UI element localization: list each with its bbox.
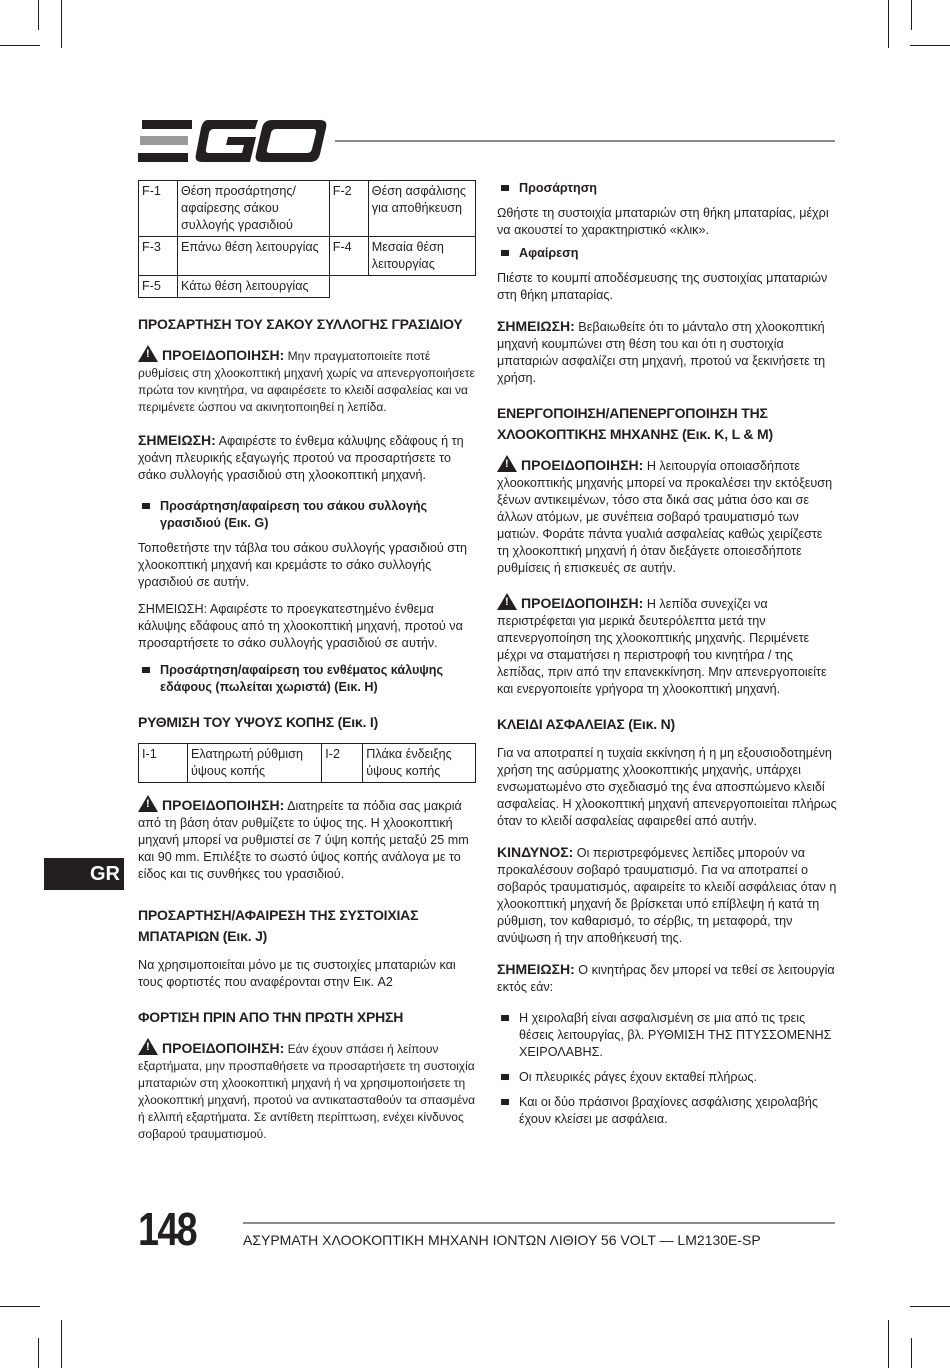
note-text: Αφαιρέστε το ένθεμα κάλυψης εδάφους ή τη χοάνη πλευρικής εξαγωγής προτού να προσαρτήσετε το σάκο συλλογής γρασιδιού στη χλοοκοπτική μηχανή. — [138, 434, 464, 482]
crop-mark — [910, 1306, 950, 1307]
warning-label: ΠΡΟΕΙΔΟΠΟΙΗΣΗ: — [521, 595, 644, 611]
section-title: ΡΥΘΜΙΣΗ ΤΟΥ ΥΨΟΥΣ ΚΟΠΗΣ (Εικ. I) — [138, 714, 379, 730]
bullet-text: Προσάρτηση/αφαίρεση του ενθέματος κάλυψης εδάφους (πωλείται χωριστά) (Εικ. H) — [160, 663, 444, 694]
crop-mark — [38, 1338, 39, 1368]
danger-paragraph — [497, 844, 837, 947]
condition-list — [497, 1010, 837, 1128]
list-item — [497, 1094, 837, 1128]
footer-rule — [243, 1222, 835, 1224]
part-code: I-2 — [322, 744, 363, 783]
crop-mark — [910, 45, 950, 46]
note-label: ΣΗΜΕΙΩΣΗ: — [138, 432, 216, 448]
bullet-square-icon — [501, 1015, 509, 1021]
bullet-square-icon — [142, 667, 150, 673]
warning-paragraph — [138, 795, 478, 883]
bullet-text: Προσάρτηση/αφαίρεση του σάκου συλλογής γρασιδιού (Εικ. G) — [160, 499, 428, 530]
warning-icon — [497, 455, 517, 472]
crop-mark — [911, 1338, 912, 1368]
paragraph: Για να αποτραπεί η τυχαία εκκίνηση ή η μη εξουσιοδοτημένη χρήση της ασύρματης χλοοκοπτικής μηχανής, υπάρχει ενσωματωμένο στο σχεδιασμό της ένα αποσπώμενο κλειδί ασφαλείας. Η χλοοκοπτική μηχανή απενεργοποιείται πλήρως όταν το κλειδί ασφαλείας αφαιρεθεί από αυτήν. — [497, 746, 837, 828]
warning-text: Η λεπίδα συνεχίζει να περιστρέφεται για μερικά δευτερόλεπτα μετά την απενεργοποίηση της χλοοκοπτικής μηχανής. Περιμένετε μέχρι να σταματήσει η περιστροφή του κινητήρα / της λεπίδας, πριν από την επανεκκίνηση. Μην απενεργοποιείτε και ενεργοποιείτε γρήγορα τη χλοοκοπτική μηχανή. — [497, 597, 827, 696]
crop-mark — [61, 1320, 62, 1368]
part-code: F-3 — [139, 237, 178, 276]
note-text: Ο κινητήρας δεν μπορεί να τεθεί σε λειτουργία εκτός εάν: — [497, 963, 835, 994]
section-title: ΠΡΟΣΑΡΤΗΣΗ ΤΟΥ ΣΑΚΟΥ ΣΥΛΛΟΓΗΣ ΓΡΑΣΙΔΙΟΥ — [138, 316, 463, 332]
note-label: ΣΗΜΕΙΩΣΗ: — [497, 961, 575, 977]
bullet-item — [497, 245, 837, 262]
warning-text: Η λειτουργία οποιασδήποτε χλοοκοπτικής μηχανής μπορεί να προκαλέσει την εκτόξευση ξένων αντικειμένων, τόσο στα δικά σας μάτια όσο και σε άλλων ατόμων, με συνέπεια σοβαρό τραυματισμό των ματιών. Φοράτε πάντα γυαλιά ασφαλείας καθώς χειρίζεστε τη χλοοκοπτική μηχανή ή όταν διεξάγετε οποιεσδήποτε ρυθμίσεις ή επισκευές σε αυτήν. — [497, 459, 833, 575]
warning-paragraph — [138, 345, 478, 416]
list-item — [497, 1010, 837, 1061]
part-description: Ελατηρωτή ρύθμιση ύψους κοπής — [188, 744, 322, 783]
bullet-square-icon — [501, 250, 509, 256]
warning-paragraph — [138, 1038, 478, 1143]
note-paragraph — [497, 961, 837, 996]
right-column — [497, 180, 837, 1134]
part-description: Θέση ασφάλισης για αποθήκευση — [368, 181, 475, 237]
danger-label: ΚΙΝΔΥΝΟΣ: — [497, 844, 574, 860]
bullet-item — [138, 498, 478, 532]
left-column — [138, 180, 478, 1153]
footer-text: ΑΣΥΡΜΑΤΗ ΧΛΟΟΚΟΠΤΙΚΗ ΜΗΧΑΝΗ ΙΟΝΤΩΝ ΛΙΘΙΟΥ 56 VOLT — LM2130E-SP — [243, 1232, 761, 1248]
paragraph: ΣΗΜΕΙΩΣΗ: Αφαιρέστε το προεγκατεστημένο ένθεμα κάλυψης εδάφους από τη χλοοκοπτική μηχανή, προτού να προσαρτήσετε το σάκο συλλογής γρασιδιού σε αυτήν. — [138, 602, 463, 650]
part-code: F-5 — [139, 276, 178, 298]
part-description: Κάτω θέση λειτουργίας — [178, 276, 330, 298]
bullet-square-icon — [142, 503, 150, 509]
list-item-text: Οι πλευρικές ράγες έχουν εκταθεί πλήρως. — [519, 1070, 757, 1084]
section-title: ΚΛΕΙΔΙ ΑΣΦΑΛΕΙΑΣ (Εικ. N) — [497, 716, 675, 732]
warning-label: ΠΡΟΕΙΔΟΠΟΙΗΣΗ: — [521, 457, 644, 473]
language-tab: GR — [44, 858, 124, 890]
warning-label: ΠΡΟΕΙΔΟΠΟΙΗΣΗ: — [162, 797, 285, 813]
crop-mark — [911, 0, 912, 30]
part-description: Μεσαία θέση λειτουργίας — [368, 237, 475, 276]
section-title: ΦΟΡΤΙΣΗ ΠΡΙΝ ΑΠΟ ΤΗΝ ΠΡΩΤΗ ΧΡΗΣΗ — [138, 1009, 404, 1025]
paragraph: Πιέστε το κουμπί αποδέσμευσης της συστοιχίας μπαταριών στη θήκη μπαταρίας. — [497, 271, 828, 302]
warning-paragraph — [497, 593, 837, 698]
warning-icon — [138, 1038, 158, 1055]
parts-table-f — [138, 180, 476, 298]
warning-icon — [138, 345, 158, 362]
section-title: ΕΝΕΡΓΟΠΟΙΗΣΗ/ΑΠΕΝΕΡΓΟΠΟΙΗΣΗ ΤΗΣ ΧΛΟΟΚΟΠΤΙΚΗΣ ΜΗΧΑΝΗΣ (Εικ. K, L & M) — [497, 405, 773, 442]
ego-logo — [138, 118, 328, 164]
bullet-square-icon — [501, 1099, 509, 1105]
warning-text: Εάν έχουν σπάσει ή λείπουν εξαρτήματα, μην προσπαθήσετε να προσαρτήσετε τη συστοιχία μπαταριών στη χλοοκοπτική μηχανή ή να χρησιμοποιήσετε τη χλοοκοπτική μηχανή, προτού να αντικατασταθούν τα σπασμένα ή ελλιπή εξαρτήματα. Σε αντίθετη περίπτωση, ενέχει κίνδυνος σοβαρού τραυματισμού. — [138, 1042, 476, 1141]
part-code: I-1 — [139, 744, 188, 783]
note-paragraph — [497, 318, 837, 387]
crop-mark — [38, 0, 39, 30]
warning-icon — [497, 593, 517, 610]
section-title: ΠΡΟΣΑΡΤΗΣΗ/ΑΦΑΙΡΕΣΗ ΤΗΣ ΣΥΣΤΟΙΧΙΑΣ ΜΠΑΤΑΡΙΩΝ (Εικ. J) — [138, 907, 419, 944]
paragraph: Να χρησιμοποιείται μόνο με τις συστοιχίες μπαταριών και τους φορτιστές που αναφέρονται στην Εικ. A2 — [138, 958, 456, 989]
crop-mark — [0, 1306, 40, 1307]
bullet-title: Αφαίρεση — [519, 246, 579, 260]
warning-label: ΠΡΟΕΙΔΟΠΟΙΗΣΗ: — [162, 1040, 285, 1056]
warning-text: Διατηρείτε τα πόδια σας μακριά από τη βάση όταν ρυθμίζετε το ύψος της. Η χλοοκοπτική μηχανή μπορεί να ρυθμιστεί σε 7 ύψη κοπής μεταξύ 25 mm και 90 mm. Επιλέξτε το σωστό ύψος κοπής ανάλογα με το είδος και τις συνθήκες του γρασιδιού. — [138, 799, 469, 881]
bullet-item — [138, 662, 478, 696]
part-code: F-4 — [329, 237, 368, 276]
crop-mark — [888, 0, 889, 48]
bullet-square-icon — [501, 1074, 509, 1080]
warning-text: Μην πραγματοποιείτε ποτέ ρυθμίσεις στη χλοοκοπτική μηχανή χωρίς να απενεργοποιήσετε πρώτα τον κινητήρα, να αφαιρέσετε το κλειδί ασφαλείας και να περιμένετε ώσπου να ακινητοποιηθεί η λεπίδα. — [138, 349, 475, 414]
empty-cell — [329, 276, 475, 298]
part-code: F-1 — [139, 181, 178, 237]
part-description: Θέση προσάρτησης/ αφαίρεσης σάκου συλλογής γρασιδιού — [178, 181, 330, 237]
header-rule — [335, 140, 835, 142]
bullet-item — [497, 180, 837, 197]
note-paragraph — [138, 432, 478, 484]
crop-mark — [61, 0, 62, 48]
bullet-title: Προσάρτηση — [519, 181, 597, 195]
parts-table-i — [138, 743, 476, 783]
warning-icon — [138, 795, 158, 812]
note-label: ΣΗΜΕΙΩΣΗ: — [497, 318, 575, 334]
part-description: Επάνω θέση λειτουργίας — [178, 237, 330, 276]
note-text: Βεβαιωθείτε ότι το μάνταλο στη χλοοκοπτική μηχανή κουμπώνει στη θέση του και ότι η συστοιχία μπαταριών ασφαλίζει στη μηχανή, προτού να ξεκινήσετε τη χρήση. — [497, 320, 826, 385]
paragraph: Ωθήστε τη συστοιχία μπαταριών στη θήκη μπαταρίας, μέχρι να ακουστεί το χαρακτηριστικό «κλικ». — [497, 206, 829, 237]
crop-mark — [888, 1320, 889, 1368]
part-description: Πλάκα ένδειξης ύψους κοπής — [363, 744, 476, 783]
list-item-text: Και οι δύο πράσινοι βραχίονες ασφάλισης χειρολαβής έχουν κλείσει με ασφάλεια. — [519, 1095, 819, 1126]
danger-text: Οι περιστρεφόμενες λεπίδες μπορούν να προκαλέσουν σοβαρό τραυματισμό. Για να αποτραπεί ο σοβαρός τραυματισμός, αφαιρείτε το κλειδί ασφάλειας όταν η χλοοκοπτική μηχανή δε βρίσκεται υπό επίβλεψη ή κατά τη ρύθμιση, τον καθαρισμό, το σέρβις, τη μεταφορά, την ανύψωση ή την αποθήκευσή της. — [497, 846, 837, 945]
warning-paragraph — [497, 455, 837, 577]
list-item-text: Η χειρολαβή είναι ασφαλισμένη σε μια από τις τρεις θέσεις λειτουργίας, βλ. ΡΥΘΜΙΣΗ ΤΗΣ ΠΤΥΣΣΟΜΕΝΗΣ ΧΕΙΡΟΛΑΒΗΣ. — [519, 1011, 832, 1059]
part-code: F-2 — [329, 181, 368, 237]
list-item — [497, 1069, 837, 1086]
crop-mark — [0, 45, 40, 46]
paragraph: Τοποθετήστε την τάβλα του σάκου συλλογής γρασιδιού στη χλοοκοπτική μηχανή και κρεμάστε το σάκο συλλογής γρασιδιού σε αυτήν. — [138, 541, 468, 589]
warning-label: ΠΡΟΕΙΔΟΠΟΙΗΣΗ: — [162, 347, 285, 363]
bullet-square-icon — [501, 185, 509, 191]
page-number: 148 — [138, 1203, 197, 1255]
